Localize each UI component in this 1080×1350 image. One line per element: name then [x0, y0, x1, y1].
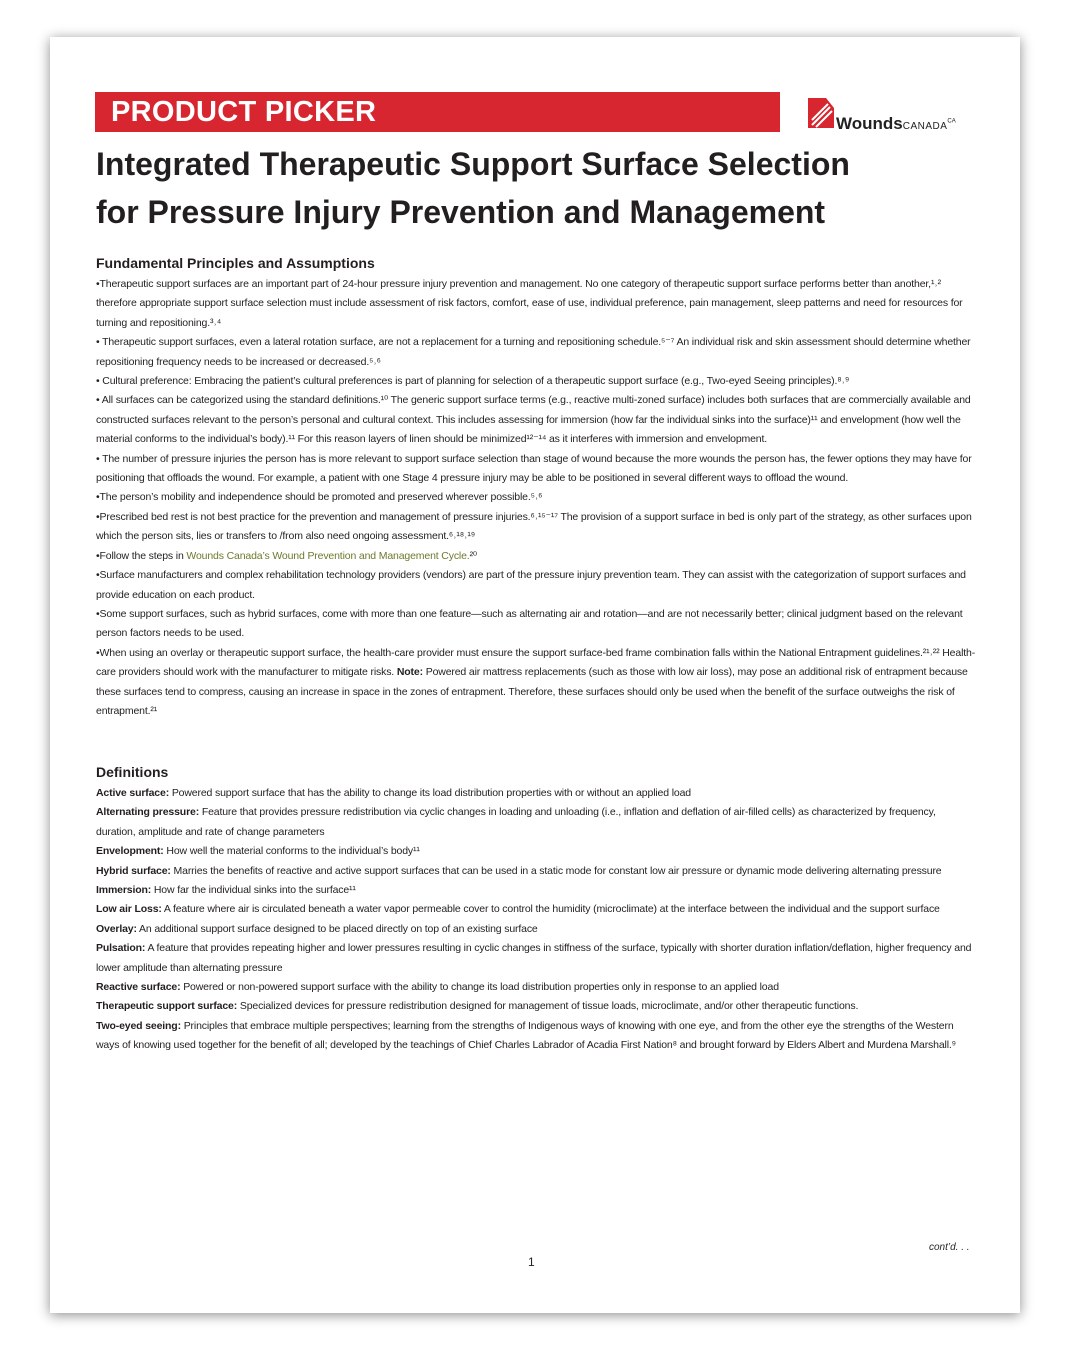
note-label: Note: — [396, 666, 423, 679]
list-item: •When using an overlay or therapeutic support surface, the health-care provider must ensure the support surface-bed frame combination falls within the National Entrapment guidelines.²¹˒²² Health-care providers should work with the manufacturer to mitigate risks. Note: Powered air mattress replacements (such as those with low air loss), may pose an additional risk of entrapment because these surfaces tend to compress, causing an increase in space in the zones of entrapment. Therefore, these surfaces should only be used when the benefit of the surface outweighs the risk of entrapment.²¹ — [96, 646, 976, 717]
definition-item: Envelopment: How well the material conforms to the individual’s body¹¹ — [96, 845, 420, 858]
definition-item: Immersion: How far the individual sinks into the surface¹¹ — [96, 884, 356, 897]
definitions-list — [96, 784, 976, 1056]
list-item: •Therapeutic support surfaces are an important part of 24-hour pressure injury prevention and management. No one category of therapeutic support surface performs better than another,¹˒² therefore appropriate support surface selection must include assessment of risk factors, comfort, ease of use, individual preference, pain management, sleep patterns and need for resources for turning and repositioning.³˒⁴ — [96, 278, 963, 329]
list-item: • Therapeutic support surfaces, even a lateral rotation surface, are not a replacement for a turning and repositioning schedule.⁵⁻⁷ An individual risk and skin assessment should determine whether repositioning frequency needs to be increased or decreased.⁵˒⁶ — [96, 336, 971, 368]
definition-item: Low air Loss: A feature where air is circulated beneath a water vapor permeable cover to control the humidity (microclimate) at the interface between the individual and the support surface — [96, 903, 940, 916]
definition-item: Reactive surface: Powered or non-powered support surface with the ability to change its load distribution properties only in response to an applied load — [96, 981, 779, 994]
definition-item: Alternating pressure: Feature that provides pressure redistribution via cyclic changes in loading and unloading (i.e., inflation and deflation of air-filled cells) as characterized by frequency, duration, amplitude and rate of change parameters — [96, 806, 936, 838]
principles-list — [96, 275, 976, 721]
continued-note: cont’d. . . — [929, 1242, 970, 1253]
logo-text: WoundsCANADA$^{CA}$ — [836, 114, 956, 133]
definition-item: Pulsation: A feature that provides repeating higher and lower pressures resulting in cyclic changes in stiffness of the surface, typically with shorter duration inflation/deflation, higher frequency and lower amplitude than alternating pressure — [96, 942, 972, 974]
definition-item: Hybrid surface: Marries the benefits of reactive and active support surfaces that can be used in a static mode for constant low air pressure or dynamic mode delivering alternating pressure — [96, 864, 942, 877]
title-line: for Pressure Injury Prevention and Management — [96, 194, 826, 230]
definition-item: Two-eyed seeing: Principles that embrace multiple perspectives; learning from the strengths of Indigenous ways of knowing with one eye, and from the other eye the strengths of the Western ways of knowing used together for the benefit of all; developed by the teachings of Chief Charles Labrador of Acadia First Nation⁸ and brought forward by Elders Albert and Murdena Marshall.⁹ — [96, 1019, 957, 1052]
definition-item: Therapeutic support surface: Specialized devices for pressure redistribution designed for management of tissue loads, microclimate, and/or other therapeutic functions. — [96, 1000, 859, 1013]
page-number: 1 — [528, 1255, 535, 1269]
definitions-heading: Definitions — [96, 764, 169, 780]
document-page — [50, 37, 1020, 1313]
list-item: •The person’s mobility and independence should be promoted and preserved wherever possible.⁵˒⁶ — [96, 491, 543, 504]
product-picker-banner — [95, 92, 780, 132]
page-title — [96, 140, 996, 236]
logo-mark-icon — [806, 94, 836, 130]
wound-cycle-link[interactable]: Wounds Canada’s Wound Prevention and Management Cycle. — [186, 549, 470, 562]
list-item: • The number of pressure injuries the person has is more relevant to support surface selection than stage of wound because the more wounds the person has, the fewer options they may have for positioning that offloads the wound. For example, a patient with one Stage 4 pressure injury may be able to be positioned in several different ways to offload the wound. — [96, 452, 972, 485]
list-item: •Follow the steps in Wounds Canada’s Wound Prevention and Management Cycle.²⁰ — [96, 549, 477, 562]
list-item: • Cultural preference: Embracing the patient’s cultural preferences is part of planning for selection of a therapeutic support surface (e.g., Two-eyed Seeing principles).⁸˒⁹ — [96, 375, 850, 388]
principles-heading: Fundamental Principles and Assumptions — [96, 255, 375, 271]
title-line: Integrated Therapeutic Support Surface Selection — [96, 146, 850, 182]
list-item: •Surface manufacturers and complex rehabilitation technology providers (vendors) are part of the pressure injury prevention team. They can assist with the categorization of support surfaces and provide education on each product. — [96, 569, 966, 601]
list-item: • All surfaces can be categorized using the standard definitions.¹⁰ The generic support surface terms (e.g., reactive multi-zoned surface) includes both surfaces that are commercially available and constructed surfaces relevant to the person’s personal and cultural context. This includes assessing for immersion (how far the individual sinks into the surface)¹¹ and envelopment (how well the material conforms to the individual’s body).¹¹ For this reason layers of linen should be minimized¹²⁻¹⁴ as it interferes with immersion and envelopment. — [96, 394, 971, 446]
definition-item: Overlay: An additional support surface designed to be placed directly on top of an existing surface — [96, 922, 538, 935]
list-item: •Some support surfaces, such as hybrid surfaces, come with more than one feature—such as alternating air and rotation—and are not necessarily better; clinical judgment based on the relevant person factors needs to be used. — [96, 607, 963, 640]
list-item: •Prescribed bed rest is not best practice for the prevention and management of pressure injuries.⁶˒¹⁵⁻¹⁷ The provision of a support surface in bed is only part of the strategy, as other surfaces upon which the person sits, lies or transfers to /from also need ongoing assessment.⁶˒¹⁸˒¹⁹ — [96, 510, 972, 543]
banner-label: PRODUCT PICKER — [111, 96, 377, 128]
definition-item: Active surface: Powered support surface that has the ability to change its load distribution properties with or without an applied load — [96, 787, 691, 799]
